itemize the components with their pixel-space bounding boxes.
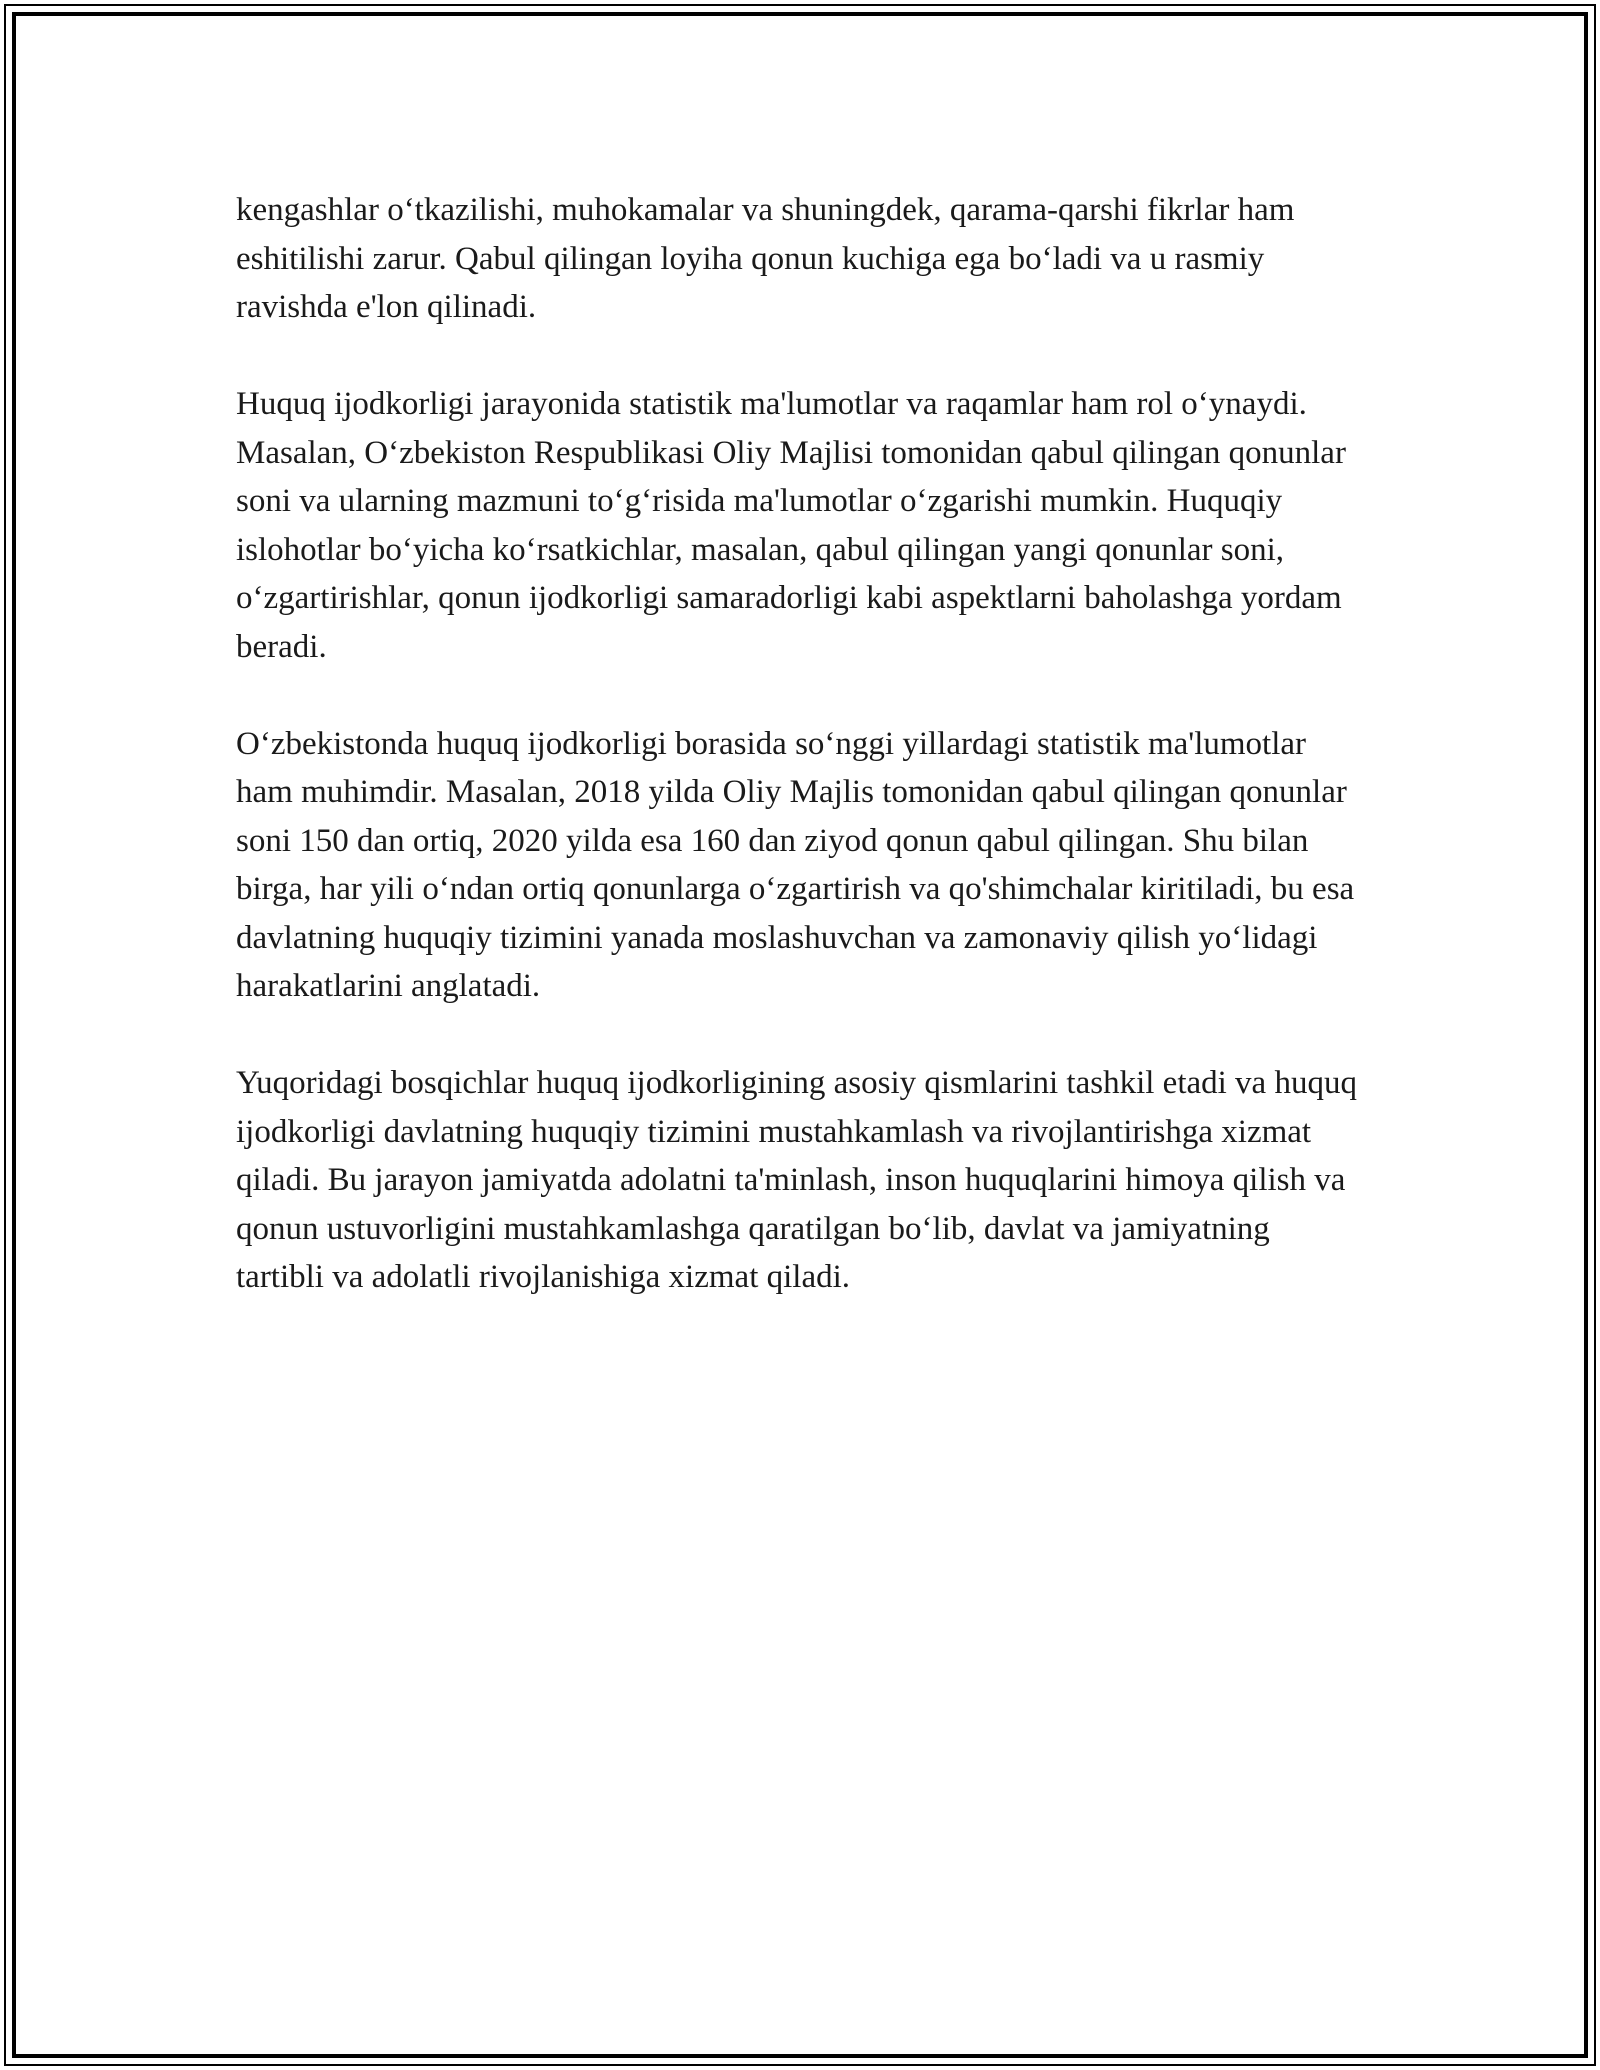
paragraph-2: Huquq ijodkorligi jarayonida statistik ma'lumotlar va raqamlar ham rol o‘ynaydi. Masalan, O‘zbekiston Respublikasi Oliy Majlisi tomonidan qabul qilingan qonunlar soni va ularning mazmuni to‘g‘risida ma'lumotlar o‘zgarishi mumkin. Huquqiy islohotlar bo‘yicha ko‘rsatkichlar, masalan, qabul qilingan yangi qonunlar soni, o‘zgartirishlar, qonun ijodkorligi samaradorligi kabi aspektlarni baholashga yordam beradi. bbox=[236, 386, 1346, 665]
paragraph-1: kengashlar o‘tkazilishi, muhokamalar va shuningdek, qarama-qarshi fikrlar ham eshitilishi zarur. Qabul qilingan loyiha qonun kuchiga ega bo‘ladi va u rasmiy ravishda e'lon qilinadi. bbox=[236, 192, 1295, 325]
document-body bbox=[236, 186, 1366, 1350]
paragraph-4: Yuqoridagi bosqichlar huquq ijodkorligining asosiy qismlarini tashkil etadi va huquq ijodkorligi davlatning huquqiy tizimini mustahkamlash va rivojlantirishga xizmat qiladi. Bu jarayon jamiyatda adolatni ta'minlash, inson huquqlarini himoya qilish va qonun ustuvorligini mustahkamlashga qaratilgan bo‘lib, davlat va jamiyatning tartibli va adolatli rivojlanishiga xizmat qiladi. bbox=[236, 1065, 1357, 1295]
paragraph-3: O‘zbekistonda huquq ijodkorligi borasida so‘nggi yillardagi statistik ma'lumotlar ham muhimdir. Masalan, 2018 yilda Oliy Majlis tomonidan qabul qilingan qonunlar soni 150 dan ortiq, 2020 yilda esa 160 dan ziyod qonun qabul qilingan. Shu bilan birga, har yili o‘ndan ortiq qonunlarga o‘zgartirish va qo'shimchalar kiritiladi, bu esa davlatning huquqiy tizimini yanada moslashuvchan va zamonaviy qilish yo‘lidagi harakatlarini anglatadi. bbox=[236, 725, 1355, 1004]
